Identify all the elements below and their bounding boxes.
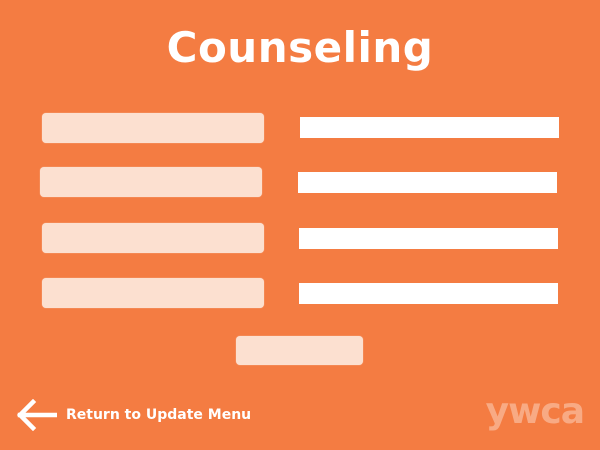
row-3-label-button[interactable] (42, 223, 264, 253)
row-2-input-field[interactable] (298, 172, 557, 193)
arrow-left-icon[interactable] (17, 399, 57, 431)
row-2-label-button[interactable] (40, 167, 262, 197)
row-1-label-button[interactable] (42, 113, 264, 143)
ywca-logo: ywca (485, 391, 584, 432)
row-1-input-field[interactable] (300, 117, 559, 138)
row-4-input-field[interactable] (299, 283, 558, 304)
row-4-label-button[interactable] (42, 278, 264, 308)
row-3-input-field[interactable] (299, 228, 558, 249)
submit-button[interactable] (236, 336, 363, 365)
page-title: Counseling (166, 23, 434, 72)
return-to-update-menu-link[interactable]: Return to Update Menu (66, 407, 252, 423)
